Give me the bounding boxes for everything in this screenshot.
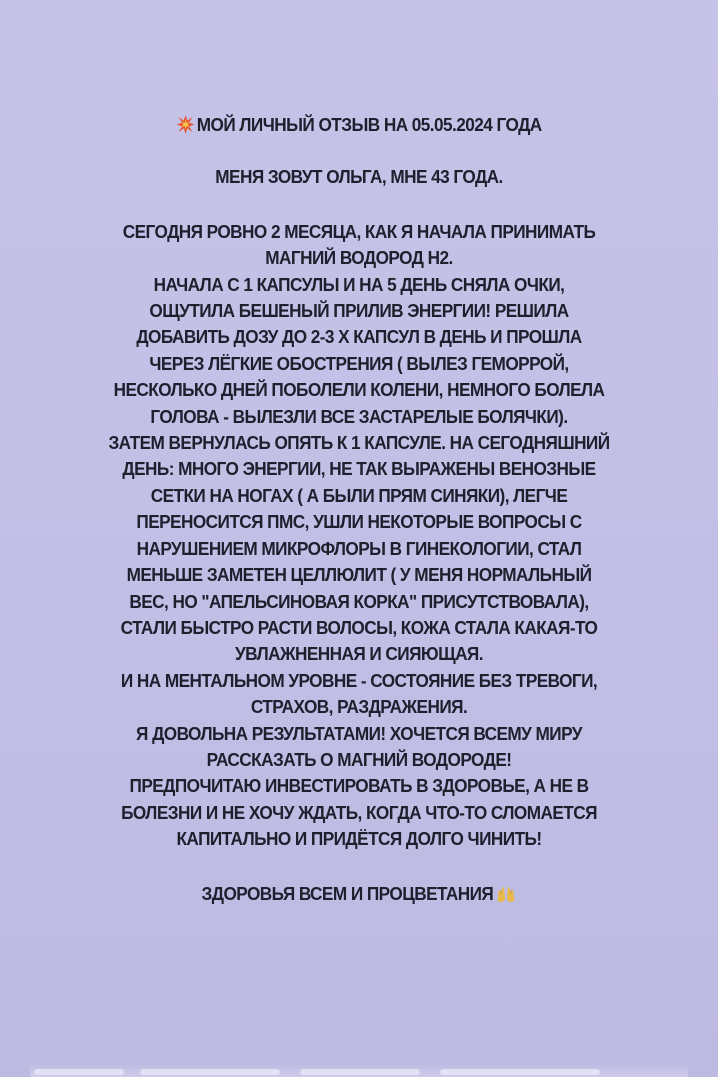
body-line: МЕНЬШЕ ЗАМЕТЕН ЦЕЛЛЮЛИТ ( У МЕНЯ НОРМАЛЬНЫЙ xyxy=(126,564,592,586)
body-line: НАРУШЕНИЕМ МИКРОФЛОРЫ В ГИНЕКОЛОГИИ, СТАЛ xyxy=(136,537,582,559)
body-line: УВЛАЖНЕННАЯ И СИЯЮЩАЯ. xyxy=(235,643,483,665)
body-line: ЧЕРЕЗ ЛЁГКИЕ ОБОСТРЕНИЯ ( ВЫЛЕЗ ГЕМОРРОЙ, xyxy=(149,352,569,374)
body-line: СТАЛИ БЫСТРО РАСТИ ВОЛОСЫ, КОЖА СТАЛА КАКАЯ-ТО xyxy=(120,616,598,638)
body-line: ВЕС, НО "АПЕЛЬСИНОВАЯ КОРКА" ПРИСУТСТВОВАЛА), xyxy=(129,590,589,612)
body-line: КАПИТАЛЬНО И ПРИДЁТСЯ ДОЛГО ЧИНИТЬ! xyxy=(176,828,542,850)
reply-bar-hint xyxy=(30,1063,688,1077)
review-body xyxy=(38,219,680,853)
closing-wish xyxy=(38,881,680,907)
collision-icon xyxy=(176,115,194,134)
body-line: Я ДОВОЛЬНА РЕЗУЛЬТАТАМИ! ХОЧЕТСЯ ВСЕМУ МИРУ xyxy=(136,722,582,744)
body-line: НАЧАЛА С 1 КАПСУЛЫ И НА 5 ДЕНЬ СНЯЛА ОЧКИ, xyxy=(153,273,565,295)
review-title xyxy=(38,112,680,138)
body-line: ЗАТЕМ ВЕРНУЛАСЬ ОПЯТЬ К 1 КАПСУЛЕ. НА СЕГОДНЯШНИЙ xyxy=(108,432,610,454)
closing-wish-text: ЗДОРОВЬЯ ВСЕМ И ПРОЦВЕТАНИЯ xyxy=(201,882,494,904)
body-line: РАССКАЗАТЬ О МАГНИЙ ВОДОРОДЕ! xyxy=(206,748,512,770)
body-line: МАГНИЙ ВОДОРОД Н2. xyxy=(265,247,453,269)
body-line: НЕСКОЛЬКО ДНЕЙ ПОБОЛЕЛИ КОЛЕНИ, НЕМНОГО БОЛЕЛА xyxy=(113,379,605,401)
raising-hands-icon xyxy=(496,885,516,903)
body-line: И НА МЕНТАЛЬНОМ УРОВНЕ - СОСТОЯНИЕ БЕЗ ТРЕВОГИ, xyxy=(120,669,598,691)
body-line: ОЩУТИЛА БЕШЕНЫЙ ПРИЛИВ ЭНЕРГИИ! РЕШИЛА xyxy=(149,300,569,322)
body-line: ДОБАВИТЬ ДОЗУ ДО 2-3 Х КАПСУЛ В ДЕНЬ И ПРОШЛА xyxy=(136,326,582,348)
body-line: ДЕНЬ: МНОГО ЭНЕРГИИ, НЕ ТАК ВЫРАЖЕНЫ ВЕНОЗНЫЕ xyxy=(122,458,596,480)
body-line: БОЛЕЗНИ И НЕ ХОЧУ ЖДАТЬ, КОГДА ЧТО-ТО СЛОМАЕТСЯ xyxy=(121,801,597,823)
body-line: ПЕРЕНОСИТСЯ ПМС, УШЛИ НЕКОТОРЫЕ ВОПРОСЫ С xyxy=(136,511,582,533)
body-line: ПРЕДПОЧИТАЮ ИНВЕСТИРОВАТЬ В ЗДОРОВЬЕ, А НЕ В xyxy=(129,775,589,797)
body-line: СТРАХОВ, РАЗДРАЖЕНИЯ. xyxy=(250,696,468,718)
author-intro: МЕНЯ ЗОВУТ ОЛЬГА, МНЕ 43 ГОДА. xyxy=(215,166,503,188)
review-text-block xyxy=(38,112,680,907)
review-title-text: МОЙ ЛИЧНЫЙ ОТЗЫВ НА 05.05.2024 ГОДА xyxy=(196,114,542,135)
body-line: ГОЛОВА - ВЫЛЕЗЛИ ВСЕ ЗАСТАРЕЛЫЕ БОЛЯЧКИ). xyxy=(150,405,568,427)
body-line: СЕТКИ НА НОГАХ ( А БЫЛИ ПРЯМ СИНЯКИ), ЛЕГЧЕ xyxy=(150,484,568,506)
body-line: СЕГОДНЯ РОВНО 2 МЕСЯЦА, КАК Я НАЧАЛА ПРИНИМАТЬ xyxy=(122,220,596,242)
